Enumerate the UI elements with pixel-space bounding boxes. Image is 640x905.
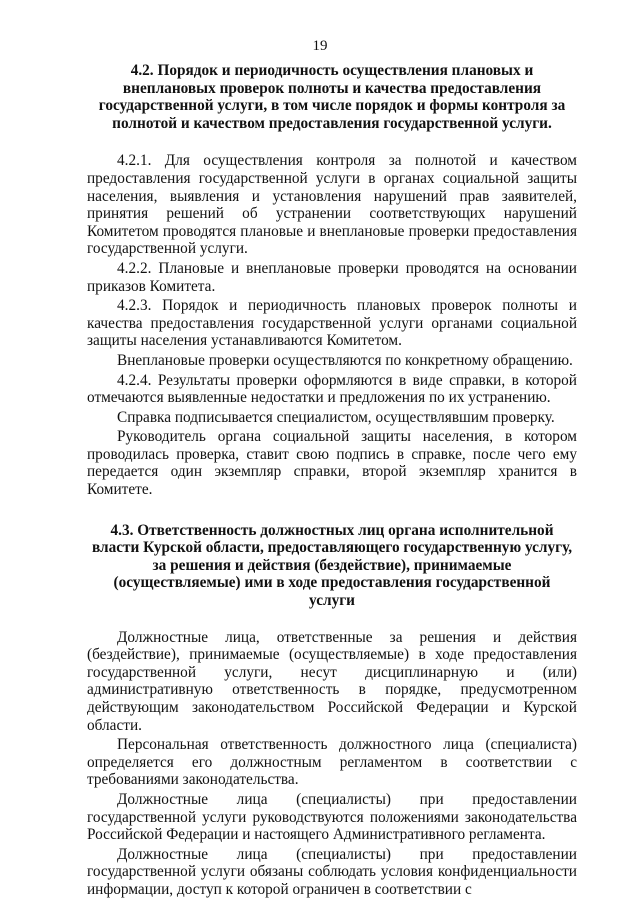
paragraph-report-signed: Справка подписывается специалистом, осуществлявшим проверку. [117,408,555,426]
paragraph-head-signature: Руководитель органа социальной защиты населения, в котором проводилась проверка, ставит свою подпись в справке, после чего ему передается один экземпляр справки, второй экземпляр хранится в Комитете. [87,428,577,499]
paragraph-confidentiality: Должностные лица (специалисты) при предоставлении государственной услуги обязаны соблюдать условия конфиденциальности информации, доступ к которой ограничен в соответствии с [87,845,577,898]
paragraph-officials-guidance: Должностные лица (специалисты) при предоставлении государственной услуги руководствуются положениями законодательства Российской Федерации и настоящего Административного регламента. [87,790,577,844]
page-content [87,62,577,901]
page-number: 19 [312,38,328,54]
paragraph-4-2-3: 4.2.3. Порядок и периодичность плановых проверок полноты и качества предоставления государственной услуги органами социальной защиты населения устанавливаются Комитетом. [87,297,577,350]
paragraph-4-2-2: 4.2.2. Плановые и внеплановые проверки проводятся на основании приказов Комитета. [87,259,577,295]
paragraph-4-2-4: 4.2.4. Результаты проверки оформляются в виде справки, в которой отмечаются выявленные недостатки и предложения по их устранению. [87,371,577,407]
section-4-3-heading: 4.3. Ответственность должностных лиц органа исполнительной власти Курской области, предоставляющего государственную услугу, за решения и действия (бездействие), принимаемые (осуществляемые) ими в ходе предоставления государственной услуги [91,521,573,610]
paragraph-unscheduled-checks: Внеплановые проверки осуществляются по конкретному обращению. [117,351,573,369]
paragraph-officials-responsibility: Должностные лица, ответственные за решения и действия (бездействие), принимаемые (осуществляемые) в ходе предоставления государственной услуги, несут дисциплинарную и (или) административную ответственность в порядке, предусмотренном действующим законодательством Российской Федерации и Курской области. [87,628,577,734]
paragraph-4-2-1: 4.2.1. Для осуществления контроля за полнотой и качеством предоставления государственной услуги в органах социальной защиты населения, выявления и установления нарушений прав заявителей, принятия решений об устранении соответствующих нарушений Комитетом проводятся плановые и внеплановые проверки предоставления государственной услуги. [87,152,577,258]
paragraph-personal-responsibility: Персональная ответственность должностного лица (специалиста) определяется его должностным регламентом в соответствии с требованиями законодательства. [87,736,577,789]
section-4-2-heading: 4.2. Порядок и периодичность осуществления плановых и внеплановых проверок полноты и качества предоставления государственной услуги, в том числе порядок и формы контроля за полнотой и качеством предоставления государственной услуги. [98,62,566,132]
